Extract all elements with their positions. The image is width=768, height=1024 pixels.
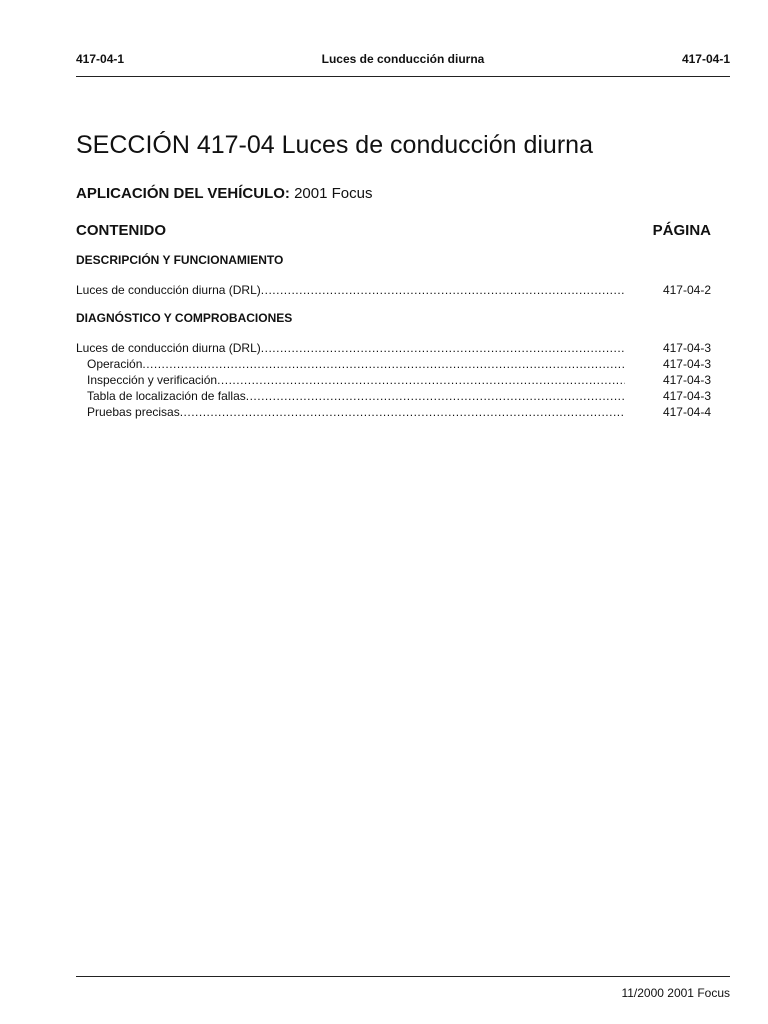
toc-leader-dots [180,404,625,420]
toc-entry-label: Luces de conducción diurna (DRL) [76,283,261,297]
toc-entry[interactable] [76,404,711,420]
page-column-heading: PÁGINA [652,222,711,239]
toc-entry-page: 417-04-3 [662,357,711,371]
toc-entry-page: 417-04-2 [662,283,711,297]
vehicle-application-label: APLICACIÓN DEL VEHÍCULO: [76,185,290,202]
toc-list-diagnostics [76,340,711,420]
header-title: Luces de conducción diurna [321,52,485,66]
toc-entry-label: Inspección y verificación [87,373,218,387]
toc-entry-page: 417-04-3 [662,341,711,355]
toc-entry-page: 417-04-3 [662,389,711,403]
header-section-number-right: 417-04-1 [681,52,730,66]
page-footer: 11/2000 2001 Focus [621,986,730,1000]
contents-heading: CONTENIDO [76,222,166,239]
toc-entry-page: 417-04-4 [662,405,711,419]
toc-leader-dots [261,340,625,356]
page-title: SECCIÓN 417-04 Luces de conducción diurna [76,131,593,159]
toc-entry[interactable] [76,356,711,372]
toc-entry-label: Luces de conducción diurna (DRL) [76,341,261,355]
vehicle-application-value: 2001 Focus [294,185,373,202]
header-rule [76,76,730,77]
toc-list-description [76,282,711,298]
toc-entry-page: 417-04-3 [662,373,711,387]
contents-heading-row [76,222,711,242]
toc-entry-label: Pruebas precisas [87,405,180,419]
toc-entry[interactable] [76,282,711,298]
toc-leader-dots [142,356,625,372]
toc-entry-label: Operación [87,357,143,371]
vehicle-application [76,185,372,202]
header-section-number-left: 417-04-1 [76,52,125,66]
toc-entry[interactable] [76,372,711,388]
toc-leader-dots [261,282,625,298]
page-header [76,52,730,70]
footer-rule [76,976,730,977]
toc-entry[interactable] [76,388,711,404]
toc-leader-dots [217,372,625,388]
toc-leader-dots [246,388,625,404]
toc-entry[interactable] [76,340,711,356]
section-heading-description: DESCRIPCIÓN Y FUNCIONAMIENTO [76,253,284,267]
toc-entry-label: Tabla de localización de fallas [87,389,246,403]
section-heading-diagnostics: DIAGNÓSTICO Y COMPROBACIONES [76,311,293,325]
